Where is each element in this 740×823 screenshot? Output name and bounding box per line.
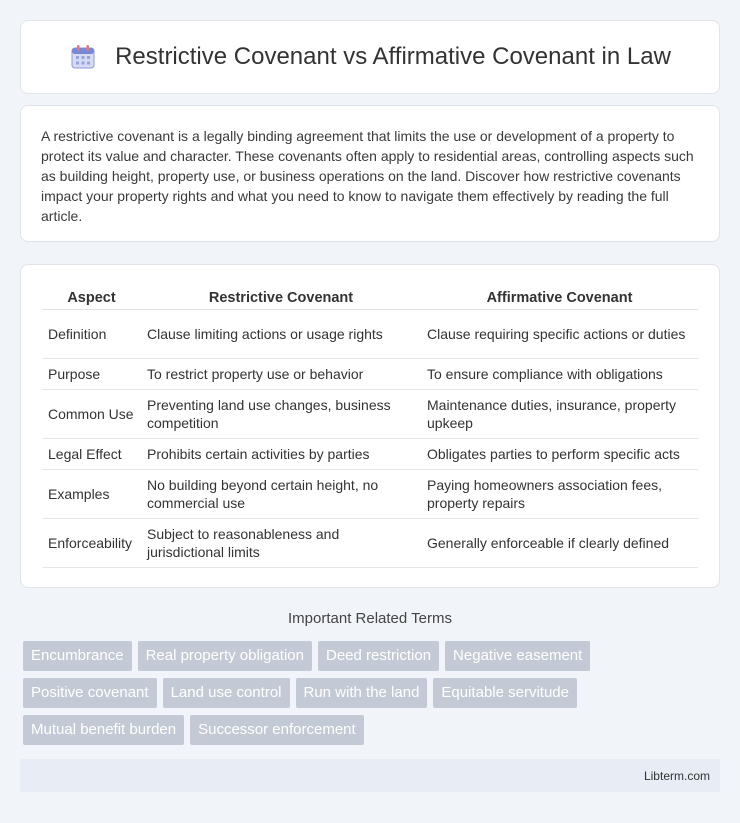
- column-header-aspect: Aspect: [42, 285, 141, 310]
- table-row: [42, 359, 698, 390]
- intro-card: [20, 105, 720, 242]
- column-header-affirmative: Affirmative Covenant: [421, 285, 698, 310]
- cell-restrictive: Prohibits certain activities by parties: [141, 439, 421, 470]
- table-row: [42, 439, 698, 470]
- cell-restrictive: To restrict property use or behavior: [141, 359, 421, 390]
- cell-affirmative: Paying homeowners association fees, property repairs: [421, 470, 698, 519]
- cell-aspect: Definition: [42, 310, 141, 359]
- cell-restrictive: Preventing land use changes, business competition: [141, 390, 421, 439]
- cell-affirmative: Maintenance duties, insurance, property upkeep: [421, 390, 698, 439]
- table-row: [42, 519, 698, 568]
- table-row: [42, 470, 698, 519]
- calendar-icon: [69, 43, 97, 71]
- cell-restrictive: Subject to reasonableness and jurisdictional limits: [141, 519, 421, 568]
- tag-mutual-benefit-burden[interactable]: Mutual benefit burden: [23, 715, 184, 745]
- cell-affirmative: Obligates parties to perform specific acts: [421, 439, 698, 470]
- column-header-restrictive: Restrictive Covenant: [141, 285, 421, 310]
- tag-encumbrance[interactable]: Encumbrance: [23, 641, 132, 671]
- cell-aspect: Legal Effect: [42, 439, 141, 470]
- cell-aspect: Purpose: [42, 359, 141, 390]
- table-header-row: [42, 285, 698, 310]
- tag-run-with-the-land[interactable]: Run with the land: [296, 678, 428, 708]
- cell-affirmative: To ensure compliance with obligations: [421, 359, 698, 390]
- tag-real-property-obligation[interactable]: Real property obligation: [138, 641, 312, 671]
- tag-equitable-servitude[interactable]: Equitable servitude: [433, 678, 577, 708]
- cell-affirmative: Generally enforceable if clearly defined: [421, 519, 698, 568]
- header-card: [20, 20, 720, 94]
- cell-affirmative: Clause requiring specific actions or duties: [421, 310, 698, 359]
- cell-restrictive: No building beyond certain height, no commercial use: [141, 470, 421, 519]
- comparison-table: [42, 285, 698, 568]
- intro-text: A restrictive covenant is a legally binding agreement that limits the use or development of a property to protect its value and character. These covenants often apply to residential areas, controlling aspects such as building height, property use, or business operations on the land. Discover how restrictive covenants impact your property rights and what you need to know to navigate them effectively by reading the full article.: [41, 128, 694, 224]
- tag-land-use-control[interactable]: Land use control: [163, 678, 290, 708]
- tag-negative-easement[interactable]: Negative easement: [445, 641, 590, 671]
- related-terms-title: Important Related Terms: [288, 610, 452, 627]
- comparison-card: [20, 264, 720, 588]
- footer: [20, 759, 720, 792]
- related-terms-tags: [23, 641, 683, 745]
- table-row: [42, 390, 698, 439]
- tag-successor-enforcement[interactable]: Successor enforcement: [190, 715, 364, 745]
- header: [69, 43, 671, 71]
- table-row: [42, 310, 698, 359]
- cell-aspect: Common Use: [42, 390, 141, 439]
- cell-aspect: Enforceability: [42, 519, 141, 568]
- tag-deed-restriction[interactable]: Deed restriction: [318, 641, 439, 671]
- cell-restrictive: Clause limiting actions or usage rights: [141, 310, 421, 359]
- tag-positive-covenant[interactable]: Positive covenant: [23, 678, 157, 708]
- page-title: Restrictive Covenant vs Affirmative Covenant in Law: [115, 43, 671, 70]
- cell-aspect: Examples: [42, 470, 141, 519]
- footer-site-link[interactable]: Libterm.com: [643, 768, 710, 783]
